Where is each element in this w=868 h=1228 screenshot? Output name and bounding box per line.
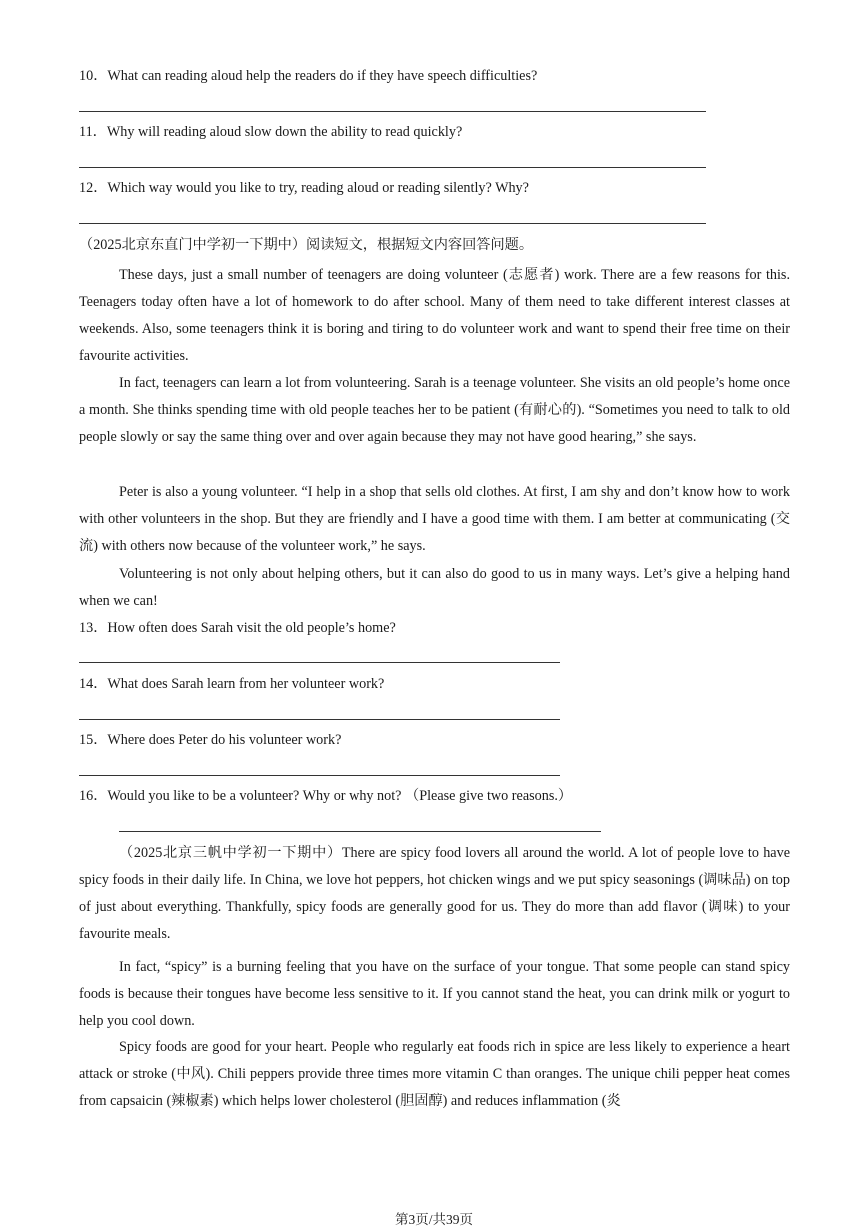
- question-12: 12．Which way would you like to try, reading aloud or reading silently? Why?: [79, 180, 529, 196]
- answer-line-11[interactable]: [79, 167, 706, 168]
- page-number: 第3页/共39页: [394, 1212, 473, 1227]
- answer-line-12[interactable]: [79, 223, 706, 224]
- passage-source: （2025北京三帆中学初一下期中）: [119, 845, 342, 861]
- question-16: 16．Would you like to be a volunteer? Why or why not? （Please give two reasons.）: [79, 788, 573, 804]
- answer-line-13[interactable]: [79, 662, 560, 663]
- answer-line-16[interactable]: [119, 831, 601, 832]
- passage-text: There are spicy food lovers all around the world. A lot of people love to have spicy foods in their daily life. In China, we love hot peppers, hot chicken wings and we put spicy seasonings (调味品) on top of just about everything. Thankfully, spicy foods are generally good for us. They do more than add flavor (调味) to your favourite meals.: [79, 845, 790, 942]
- answer-line-15[interactable]: [79, 775, 560, 776]
- question-11: 11．Why will reading aloud slow down the ability to read quickly?: [79, 124, 463, 140]
- answer-line-14[interactable]: [79, 719, 560, 720]
- answer-line-10[interactable]: [79, 111, 706, 112]
- question-10: 10．What can reading aloud help the readers do if they have speech difficulties?: [79, 68, 538, 84]
- passage-paragraph: In fact, “spicy” is a burning feeling that you have on the surface of your tongue. That some people can stand spicy foods is because their tongues have become less sensitive to it. If you cannot stand the heat, you can drink milk or yogurt to help you cool down.: [79, 959, 790, 1029]
- passage-paragraph: These days, just a small number of teenagers are doing volunteer (志愿者) work. There are a few reasons for this. Teenagers today often have a lot of homework to do after school. Many of them need to take different interest classes at weekends. Also, some teenagers think it is boring and tiring to do volunteer work and want to spend their free time on their favourite activities.: [79, 267, 790, 364]
- passage-paragraph: In fact, teenagers can learn a lot from volunteering. Sarah is a teenage volunteer. She visits an old people’s home once a month. She thinks spending time with old people teaches her to be patient (有耐心的). “Sometimes you need to talk to old people slowly or say the same thing over and over again because they may not have good hearing,” she says.: [79, 375, 790, 445]
- question-13: 13．How often does Sarah visit the old people’s home?: [79, 620, 396, 636]
- question-15: 15．Where does Peter do his volunteer work?: [79, 732, 342, 748]
- question-14: 14．What does Sarah learn from her volunteer work?: [79, 676, 385, 692]
- passage-paragraph: Peter is also a young volunteer. “I help in a shop that sells old clothes. At first, I am shy and don’t know how to work with other volunteers in the shop. But they are friendly and I have a good time with them. I am better at communicating (交流) with others now because of the volunteer work,” he says.: [79, 484, 790, 554]
- passage-paragraph: Spicy foods are good for your heart. People who regularly eat foods rich in spice are less likely to experience a heart attack or stroke (中风). Chili peppers provide three times more vitamin C than oranges. The unique chili pepper heat comes from capsaicin (辣椒素) which helps lower cholesterol (胆固醇) and reduces inflammation (炎: [79, 1039, 790, 1109]
- passage-source: （2025北京东直门中学初一下期中）阅读短文，根据短文内容回答问题。: [79, 237, 534, 253]
- passage-paragraph: Volunteering is not only about helping others, but it can also do good to us in many ways. Let’s give a helping hand when we can!: [79, 566, 790, 609]
- passage-paragraph: [79, 840, 790, 948]
